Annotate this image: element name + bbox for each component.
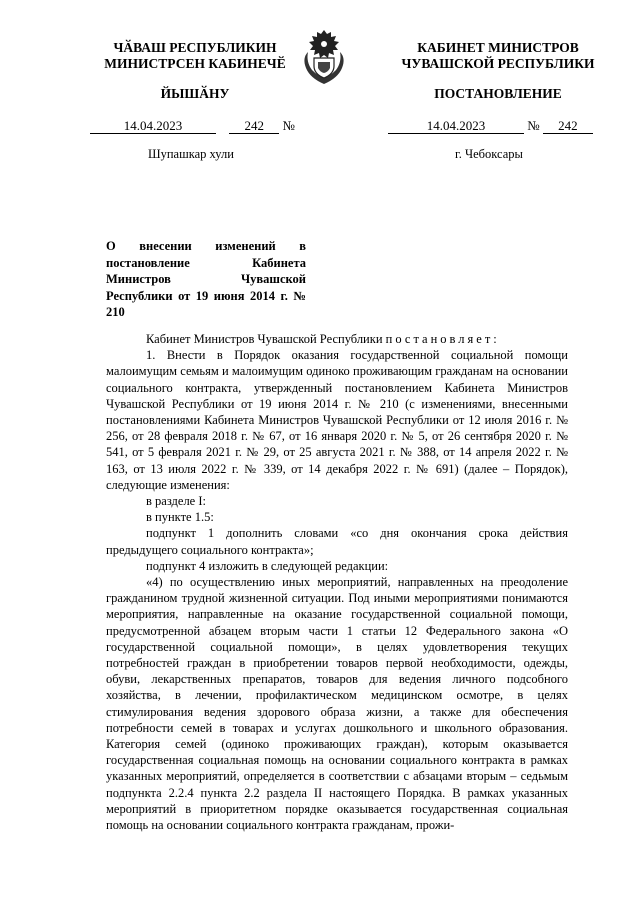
place-russian: г. Чебоксары xyxy=(455,147,523,161)
header-left-line2: МИНИСТРСЕН КАБИНЕЧӖ xyxy=(104,56,286,71)
number-left: 242 xyxy=(229,119,279,134)
paragraph-1: 1. Внести в Порядок оказания государственной социальной помощи малоимущим семьям и малоимущим одиноко проживающим гражданам на основании социального контракта, утвержденный постановлением Кабинета Министров Чувашской Республики от 19 июня 2014 г. № 210 (с изменениями, внесенными постановлениями Кабинета Министров Чувашской Республики от 12 июля 2016 г. № 256, от 28 февраля 2018 г. № 67, от 16 января 2020 г. № 5, от 26 сентября 2020 г. № 541, от 5 февраля 2021 г. № 29, от 25 августа 2021 г. № 388, от 14 апреля 2022 г. № 163, от 13 июля 2022 г. № 339, от 14 декабря 2022 г. № 691) (далее – Порядок), следующие изменения: xyxy=(106,348,568,492)
header-left-line1: ЧӐВАШ РЕСПУБЛИКИН xyxy=(113,40,277,55)
header-left xyxy=(70,40,320,72)
header-right xyxy=(378,40,618,72)
header-right-line2: ЧУВАШСКОЙ РЕСПУБЛИКИ xyxy=(401,56,595,71)
paragraph-6: «4) по осуществлению иных мероприятий, направленных на преодоление гражданином трудной жизненной ситуации. Под иными мероприятиями понимаются мероприятия, направленные на оказание государственной социальной помощи, предусмотренной абзацем вторым части 1 статьи 12 Федерального закона «О государственной социальной помощи», в целях удовлетворения текущих потребностей граждан в приобретении товаров первой необходимости, одежды, обуви, лекарственных препаратов, товаров для ведения личного подсобного хозяйства, в лечении, профилактическом медицинском осмотре, в целях стимулирования ведения здорового образа жизни, а также для обеспечения потребности семей в товарах и услугах дошкольного и школьного образования. Категория семей (одиноко проживающих граждан), которым оказывается государственная социальная помощь на основании социального контракта в рамках указанных мероприятий, определяется в соответствии с абзацами вторым – седьмым подпункта 2.2.4 пункта 2.2 раздела II настоящего Порядка. В рамках указанных мероприятий в приоритетном порядке оказывается государственная социальная помощь на основании социального контракта гражданам, прожи- xyxy=(106,575,568,833)
document-subject: О внесении изменений в постановление Кабинета Министров Чувашской Республики от 19 июня 2014 г. № 210 xyxy=(106,239,306,319)
date-right: 14.04.2023 xyxy=(388,119,524,134)
place-chuvash: Шупашкар хули xyxy=(148,147,234,161)
number-right: 242 xyxy=(543,119,593,134)
paragraph-3: в пункте 1.5: xyxy=(146,510,214,525)
paragraph-4: подпункт 1 дополнить словами «со дня окончания срока действия предыдущего социального контракта»; xyxy=(106,526,568,557)
date-left: 14.04.2023 xyxy=(90,119,216,134)
doc-type-chuvash: ЙЫШӐНУ xyxy=(160,86,230,101)
intro-text: Кабинет Министров Чувашской Республики xyxy=(146,332,386,346)
paragraph-2: в разделе I: xyxy=(146,494,206,509)
intro-paragraph xyxy=(106,331,568,347)
number-sign-right: № xyxy=(527,118,540,133)
dateline-right xyxy=(388,118,593,134)
paragraph-5: подпункт 4 изложить в следующей редакции: xyxy=(146,558,389,573)
dateline-left xyxy=(90,118,295,134)
header-right-line1: КАБИНЕТ МИНИСТРОВ xyxy=(417,40,579,55)
document-body xyxy=(106,331,568,833)
intro-verb: постановляет: xyxy=(385,332,500,346)
number-sign-left: № xyxy=(282,118,295,133)
chuvash-coat-of-arms-icon xyxy=(298,28,350,86)
doc-type-russian: ПОСТАНОВЛЕНИЕ xyxy=(434,86,562,101)
